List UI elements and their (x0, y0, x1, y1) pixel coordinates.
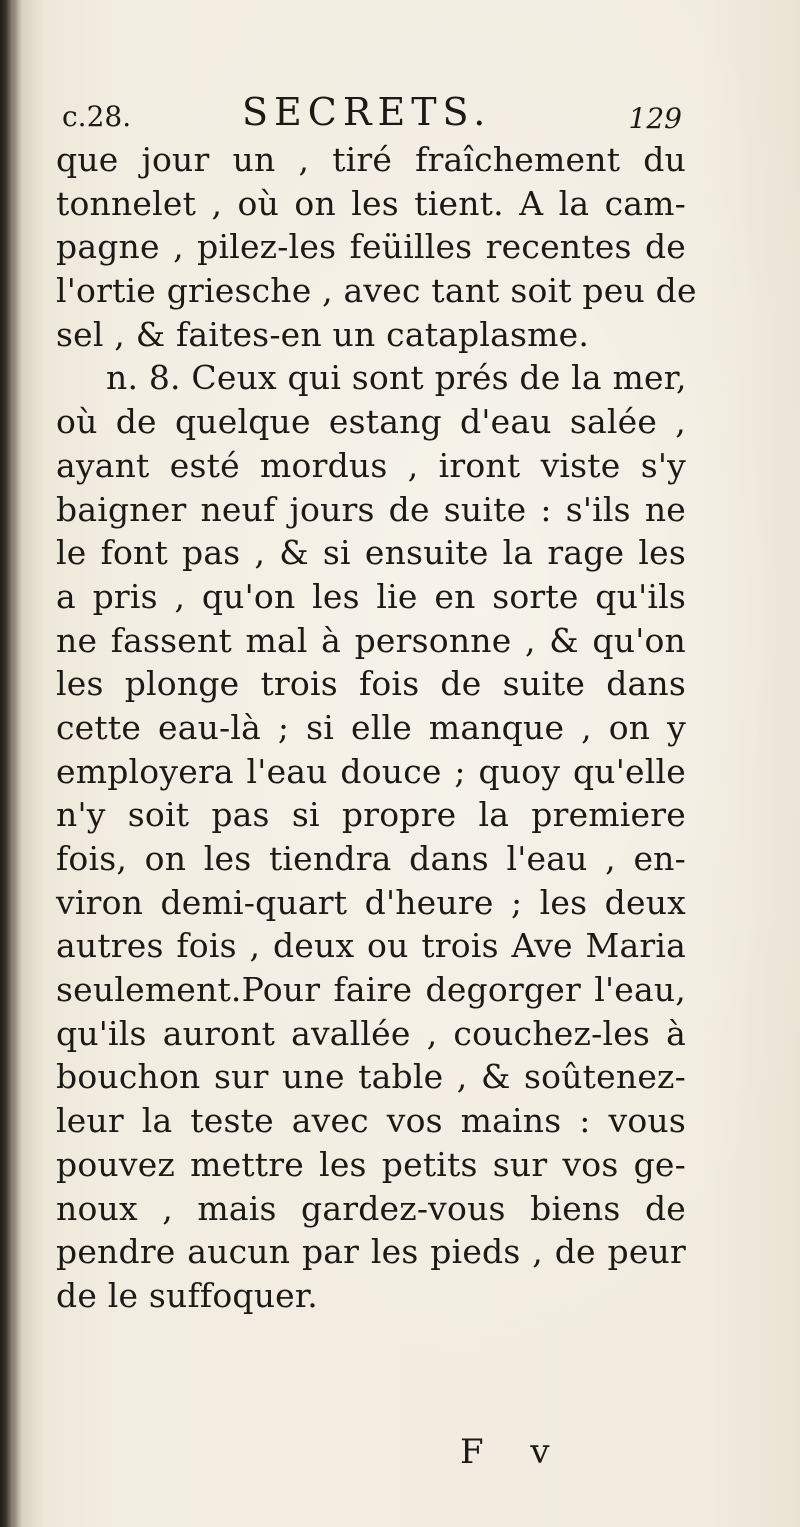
text-line: viron demi-quart d'heure ; les deux (56, 882, 686, 922)
text-line: n'y soit pas si propre la premiere (56, 795, 686, 835)
printer-signature-mark: F v (460, 1432, 568, 1472)
text-line: baigner neuf jours de suite : s'ils ne (56, 489, 686, 529)
paragraph-start-line: n. 8. Ceux qui sont prés de la mer, (106, 358, 687, 398)
text-line: ayant esté mordus , iront viste s'y (56, 445, 686, 485)
text-line: les plonge trois fois de suite dans (56, 664, 686, 704)
text-line: où de quelque estang d'eau salée , (56, 402, 686, 442)
page-header (62, 90, 682, 140)
text-line: le font pas , & si ensuite la rage les (56, 533, 686, 573)
text-line: cette eau-là ; si elle manque , on y (56, 707, 686, 747)
text-line: pendre aucun par les pieds , de peur (56, 1232, 686, 1272)
text-line: a pris , qu'on les lie en sorte qu'ils (56, 576, 686, 616)
text-line: leur la teste avec vos mains : vous (56, 1101, 686, 1141)
text-line: noux , mais gardez-vous biens de (56, 1188, 686, 1228)
text-line: employera l'eau douce ; quoy qu'elle (56, 751, 686, 791)
text-line: de le suffoquer. (56, 1275, 318, 1315)
page-number: 129 (628, 102, 682, 135)
chapter-reference: c.28. (62, 100, 132, 133)
text-line: fois, on les tiendra dans l'eau , en- (56, 839, 686, 878)
text-line: qu'ils auront avallée , couchez-les à (56, 1013, 686, 1053)
page-binding-shadow (0, 0, 16, 1527)
text-line: pagne , pilez-les feüilles recentes de (56, 227, 686, 267)
body-text (56, 138, 697, 1318)
text-line: tonnelet , où on les tient. A la cam- (56, 183, 686, 223)
text-line: bouchon sur une table , & soûtenez- (56, 1057, 686, 1097)
text-line: pouvez mettre les petits sur vos ge- (56, 1144, 686, 1184)
text-line: ne fassent mal à personne , & qu'on (56, 620, 686, 660)
text-line: autres fois , deux ou trois Ave Maria (56, 926, 686, 966)
text-line: l'ortie griesche , avec tant soit peu de (56, 271, 697, 311)
text-line: sel , & faites-en un cataplasme. (56, 314, 590, 354)
text-line: seulement.Pour faire degorger l'eau, (56, 970, 686, 1010)
running-title: SECRETS. (242, 90, 492, 134)
text-line: que jour un , tiré fraîchement du (56, 140, 686, 179)
